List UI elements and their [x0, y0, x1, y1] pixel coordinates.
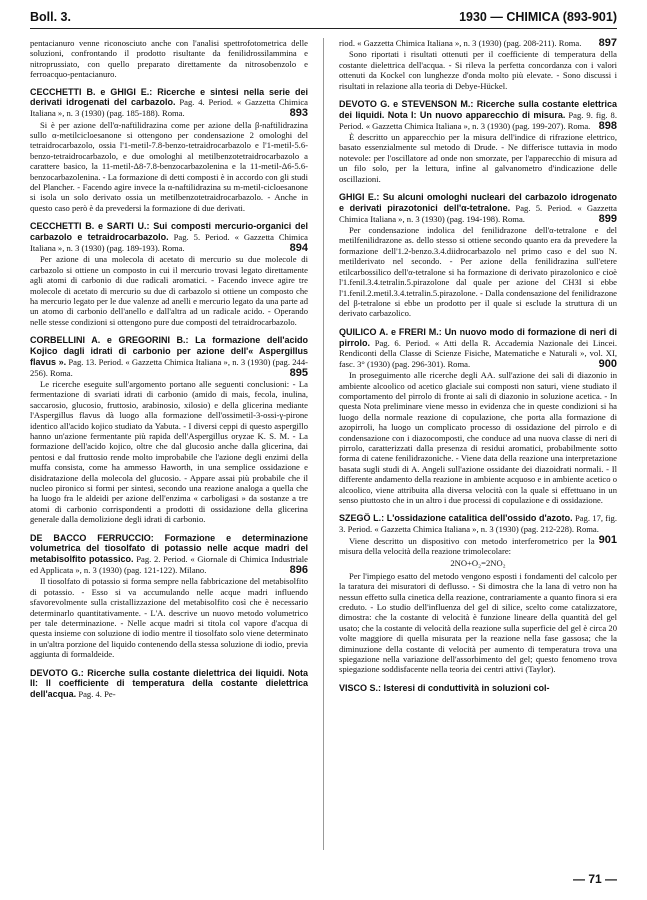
right-column	[339, 38, 617, 702]
column-divider	[323, 38, 324, 850]
entry-ref: Pag. 9. fig. 8. Period. « Gazzetta Chimica Italiana », n. 3 (1930) (pag. 199-207). Roma.	[339, 109, 618, 131]
header-rule	[30, 28, 617, 29]
section-title: 1930 — CHIMICA (893-901)	[459, 10, 617, 24]
entry-abstract: In proseguimento alle ricerche degli AA. sull'azione dei sali di diazonio in ambiente alcoolico od acetico glaciale sui composti non saturi, viene studiato il comportamento del pirrolo di fronte ai sali di diazonio in soluzione acetica. - In questa Nota preliminare viene messo in evidenza che in queste condizioni si ha luogo della normale reazione di copulazione, che porta alla formazione di azopirroli, ha luogo un complicato processo di ossidazione del pirrolo e di condensazione con i diazocomposti, che conduce ad una nuova classe di neri di pirrolo, caratterizzati dalla presenza di residui aromatici, probabilmente sotto forma di catene fenilidrazoniche. - Viene data della reazione una interpretazione basata sugli studi di A. Angeli sull'azione ossidante dei diazoidrati normali. - Il differente andamento della reazione in ambiente acquoso e in ambiente acetico o alcoolico, viene attribuita alla diversa velocità con la quale si effettuano in un senso piuttosto che in un altro i due processi di copulazione e di ossidazione.	[339, 370, 617, 505]
entry-ref: Pag. 4. Pe-	[78, 689, 116, 700]
entry-heading: DEVOTO G.: Ricerche sulla costante dielettrica dei liquidi. Nota II: Il coefficiente di temperatura della costante dielettrica dell'acqua.	[30, 667, 308, 700]
entry-ref: Pag. 13. Period. « Gazzetta Chimica Italiana », n. 3 (1930) (pag. 244-256). Roma.	[30, 356, 308, 378]
entry-abstract: È descritto un apparecchio per la misura dell'indice di rifrazione elettrico, basato essenzialmente sul metodo di Drude. - Ne differisce tuttavia in modo notevole: per l'oscillatore ad onde non smorzate, per l'apparecchio di misura ad un filo solo, per la lettura, infine al galvanometro d'indicazione delle oscillazioni.	[339, 132, 617, 184]
entry-ref: Pag. 6. Period. « Atti della R. Accademia Nazionale dei Lincei. Rendiconti della Classe di Scienze Fisiche, Matematiche e Naturali », vol. XI, fasc. 3° (1930) (pag. 296-301). Roma.	[339, 337, 617, 369]
entry-abstract: Si è per azione dell'α-naftilidrazina come per azione della β-naftilidrazina sullo α-metilcicloesanone si ottengono per condensazione 2 omologhi del tetraidrocarbazolo, ossia l'1-metil-7.8-benzo-tetraidrocarbazolo e l'1-metil-5.6-benzo-tetraidrocarbazolo, e due omologhi al metilbenzotetraidrocarbazolo a carattere basico, la 11-metil-Δ8-7.8-benzocarbazolenina e la 11-metil-Δ6-5.6-benzocarbazolenina. - La formazione di detti composti è in accordo con gli studi del Plancher. - Facendo agire invece la α-naftilidrazina su m-metil-cicloesanone si isola un solo derivato ossia un metilbenzotetraidrocarbazolo. - Anche in questo caso però è da prevedersi la formazione di due derivati.	[30, 119, 308, 213]
entry-899	[339, 192, 617, 319]
entry-heading: DE BACCO FERRUCCIO: Formazione e determinazione volumetrica del tiosolfato di potassio nelle acque madri del metabisolfito potassico.	[30, 532, 308, 565]
entry-heading: VISCO S.: Isteresi di conduttività in soluzioni col-	[339, 682, 550, 693]
entry-devoto-ii	[30, 668, 308, 700]
continuation-text: pentacianuro venne riconosciuto anche con l'analisi spettrofotometrica delle soluzioni, confrontando il prodotto risultante da fenilidrossilammina e nitroprussiato, con quello preparato direttamente da nitrosobenzolo e ferroacquo-pentacianuro.	[30, 38, 308, 80]
entry-ref: Pag. 17, fig. 3. Period. « Gazzetta Chimica Italiana », n. 3 (1930) (pag. 212-228). Roma.	[339, 513, 617, 535]
entry-heading: CECCHETTI B. e SARTI U.: Sui composti mercurio-organici del carbazolo e tetraidrocarbazolo.	[30, 221, 308, 243]
reaction-formula: 2NO+O₂=2NO₂	[450, 558, 506, 569]
entry-number: 895	[289, 366, 308, 379]
entry-898	[339, 99, 617, 184]
entry-ref: Pag. 4. Period. « Gazzetta Chimica Italiana », n. 3 (1930) (pag. 185-188). Roma.	[30, 97, 308, 119]
entry-abstract: Per azione di una molecola di acetato di mercurio su due molecole di carbazolo si ottiene un composto in cui il mercurio trovasi legato direttamente agli atomi di carbonio di due radicali aromatici. - Facendo invece agire tre molecole di acetato di mercurio su due di carbazolo si ottiene un composto che ha mercurio legato per le due valenze ad anelli e mercurio legato da una parte ad un atomo di carbonio dell'anello e dall'altra ad un radicale acido. - Operando nelle stesse condizioni si ottengono pure due composti del tetraidrocarbazolo.	[30, 254, 308, 327]
bulletin-number: Boll. 3.	[30, 10, 71, 24]
entry-heading: DEVOTO G. e STEVENSON M.: Ricerche sulla costante elettrica dei liquidi. Nota I: Un nuovo apparecchio di misura.	[339, 99, 617, 120]
page-number: — 71 —	[572, 872, 617, 886]
left-column	[30, 38, 308, 708]
entry-number: 894	[289, 241, 308, 254]
entry-heading: QUILICO A. e FRERI M.: Un nuovo modo di formazione di neri di pirrolo.	[339, 326, 617, 348]
entry-heading: SZEGÖ L.: L'ossidazione catalitica dell'ossido d'azoto.	[339, 513, 573, 524]
entry-number: 893	[289, 107, 308, 120]
entry-ref: Pag. 5. Period. « Gazzetta Chimica Italiana », n. 3 (1930) (pag. 189-193). Roma.	[30, 232, 308, 253]
entry-abstract: Viene descritto un dispositivo con metodo interferometrico per la misura della velocità della reazione trimolecolare:	[339, 535, 595, 557]
entry-heading: CECCHETTI B. e GHIGI E.: Ricerche e sintesi nella serie dei derivati idrogenati del carbazolo.	[30, 86, 308, 108]
entry-abstract: Le ricerche eseguite sull'argomento portano alle seguenti conclusioni: - La fermentazione di svariati idrati di carbonio (amido di mais, fecola, inulina, saccarosio, glucosio, fruttosio, arabinosio, xilosio) e della glicerina mediante l'Aspergillus flavus dà luogo alla formazione dell'ossimetil-3-ossi-γ-pirone identico all'acido kojico studiato da Yabuta. - I diversi ceppi di questo aspergillo hanno un'azione fermentante più rapida dell'Aspergillus oryzae K. S. M. - La formazione dell'acido kojico, oltre che dal glucosio anche dalla glicerina, dai pentosi e dal fruttosio rende molto improbabile che l'azione degli enzimi della muffa consista, come ha ammesso Haworth, in una semplice ossidazione e disidratazione della molecola del glucosio. - Appare assai più probabile che il nucleo pironico si formi per sintesi, secondo una reazione analoga a quella che ha luogo fra le aldeidi per azione dell'enzima « carboligasi » da sostanze a tre atomi di carbonio corrispondenti a prodotti di ossidazione della glicerina generale dalla demolizione degli idrati di carbonio.	[30, 378, 308, 525]
entry-number: 900	[598, 357, 617, 370]
entry-894	[30, 221, 308, 327]
entry-number: 896	[289, 564, 308, 576]
entry-893	[30, 87, 308, 214]
entry-ref: Pag. 2. Period. « Giornale di Chimica Industriale ed Applicata », n. 3 (1930) (pag. 121-122). Milano.	[30, 554, 308, 575]
entry-abstract: Per condensazione indolica del fenilidrazone dell'α-tetralone e del metilfenilidrazone as. dello stesso si ottiene secondo quanto era da prevedere la formazione dell'1.2-benzo.3.4.diidrocarbazolo nel primo caso e del suo N. metilderivato nel secondo. - Per azione della fenilidrazina sull'etere etilcarbossilico dell'α-tetralone si ha formazione di derivato pirazolonico e cioè l'1.fenil.3.4.tetralin.5.pirazolone dal quale per azione del CH3I si ebbe l'1.fenil.2.metil.3.4.tetralin.5.pirazolone. - Dalla condensazione del fenilidrazone del β-tetralone si ebbe un prodotto per il quale si esclude la struttura di un derivato carbazolico.	[339, 225, 617, 319]
entry-number: 897	[598, 37, 617, 49]
entry-900	[339, 327, 617, 506]
entry-ref: Pag. 5. Period. « Gazzetta Chimica Italiana », n. 3 (1930) (pag. 194-198). Roma.	[339, 202, 617, 224]
entry-heading: GHIGI E.: Su alcuni omologhi nucleari del carbazolo idrogenato e derivati pirazotonici dell'α-tetralone.	[339, 192, 617, 213]
entry-abstract-continued: Per l'impiego esatto del metodo vengono esposti i fondamenti del calcolo per la taratura dei misuratori di deflusso. - Si dimostra che la lana di vetro non ha nessun effetto sulla cinetica della reazione, contrariamente a quanto finora si era creduto. - Lo studio dell'influenza del gel di silice, scelto come catalizzatore, dimostra: che la costante di velocità è funzione lineare della quantità del gel usato; che la costante di velocità della reazione sulla superficie del gel è circa 20 volte maggiore di quella misurata per la reazione nella fase gassosa; che la diminuzione della costante di velocità per aumento di temperatura trova una spiegazione nella variazione dell'assorbimento del gel; questo fenomeno trova spiegazione soddisfacente nella teoria dei centri attivi (Taylor).	[339, 570, 617, 675]
entry-901	[339, 513, 617, 674]
entry-897	[339, 38, 617, 91]
entry-896	[30, 533, 308, 660]
entry-number: 901	[598, 533, 617, 546]
entry-abstract: Il tiosolfato di potassio si forma sempre nella fabbricazione del metabisolfito di potassio. - Esso si va accumulando nelle acque madri influendo sfavorevolmente sulla cristallizzazione del metabisolfito così che è necessario determinarlo quantitativamente. - L'A. descrive un nuovo metodo volumetrico per tale determinazione. - Nelle acque madri si titola col vapore d'acqua di questa insieme con soluzione di iodio mentre il tiosolfato solo viene determinato in un'altra porzione del liquido contenendo della stessa soluzione di iodio, previa aggiunta di formaldeide.	[30, 576, 308, 660]
entry-895	[30, 335, 308, 524]
continuation-ref: riod. « Gazzetta Chimica Italiana », n. 3 (1930) (pag. 208-211). Roma.	[339, 38, 582, 48]
entry-visco	[339, 683, 617, 694]
entry-number: 898	[598, 119, 617, 132]
entry-abstract: Sono riportati i risultati ottenuti per il coefficiente di temperatura della costante dielettrica dell'acqua. - Si rileva la perfetta concordanza con i valori ottenuti da Kockel con lunghezze d'onda molto più elevate. - Sono discussi i risultati in relazione alla teoria di Debye-Hückel.	[339, 49, 617, 91]
page-header	[30, 10, 617, 30]
entry-heading: CORBELLINI A. e GREGORINI B.: La formazione dell'acido Kojico dagli idrati di carbonio per azione dell'« Aspergillus flavus ».	[30, 335, 308, 367]
entry-number: 899	[598, 212, 617, 225]
